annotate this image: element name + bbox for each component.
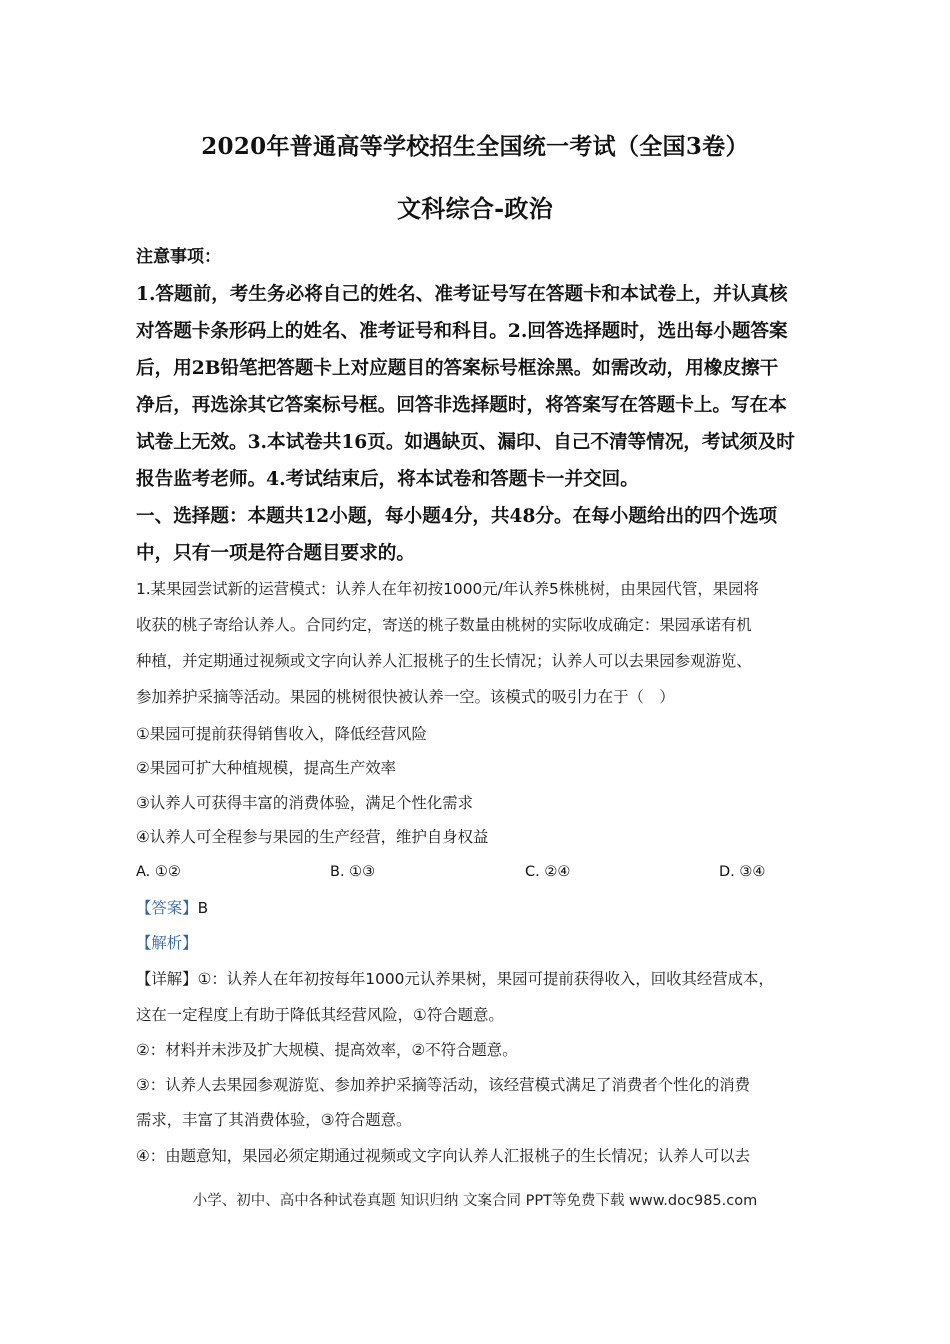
- section-heading: 一、选择题：本题共12小题，每小题4分，共48分。在每小题给出的四个选项: [136, 506, 778, 527]
- detail-line: ③：认养人去果园参观游览、参加养护采摘等活动，该经营模式满足了消费者个性化的消费: [136, 1076, 751, 1094]
- detail-line: 这在一定程度上有助于降低其经营风险，①符合题意。: [136, 1006, 504, 1024]
- exam-title: 2020年普通高等学校招生全国统一考试（全国3卷）: [201, 133, 749, 160]
- detail-line: [136, 968, 774, 990]
- detail-text: ①：认养人在年初按每年1000元认养果树，果园可提前获得收入，回收其经营成本，: [197, 970, 774, 988]
- question-stem: 种植，并定期通过视频或文字向认养人汇报桃子的生长情况；认养人可以去果园参观游览、: [136, 652, 752, 670]
- detail-tag: 【详解】: [136, 970, 198, 988]
- analysis-tag: 【解析】: [136, 934, 198, 952]
- option-a: A. ①②: [136, 864, 181, 880]
- question-stem: 收获的桃子寄给认养人。合同约定，寄送的桃子数量由桃树的实际收成确定：果园承诺有机: [136, 616, 752, 634]
- answer-value: B: [197, 899, 209, 917]
- answer-tag: 【答案】: [136, 899, 198, 917]
- answer-line: [136, 897, 208, 919]
- notes-heading: 注意事项：: [136, 247, 221, 267]
- notes-line: 试卷上无效。3.本试卷共16页。如遇缺页、漏印、自己不清等情况，考试须及时: [136, 432, 795, 453]
- option-c: C. ②④: [525, 864, 571, 880]
- statement-item: ②果园可扩大种植规模，提高生产效率: [136, 759, 397, 777]
- page-footer: 小学、初中、高中各种试卷真题 知识归纳 文案合同 PPT等免费下载 www.doc985.com: [192, 1193, 758, 1209]
- notes-line: 对答题卡条形码上的姓名、准考证号和科目。2.回答选择题时，选出每小题答案: [136, 321, 788, 342]
- question-stem: 参加养护采摘等活动。果园的桃树很快被认养一空。该模式的吸引力在于（ ）: [136, 688, 675, 706]
- option-d: D. ③④: [719, 864, 766, 880]
- statement-item: ①果园可提前获得销售收入，降低经营风险: [136, 725, 427, 743]
- analysis-line: [136, 932, 198, 954]
- detail-line: ④：由题意知，果园必须定期通过视频或文字向认养人汇报桃子的生长情况；认养人可以去: [136, 1147, 751, 1165]
- section-heading: 中，只有一项是符合题目要求的。: [136, 543, 415, 564]
- statement-item: ④认养人可全程参与果园的生产经营，维护自身权益: [136, 828, 489, 846]
- notes-line: 报告监考老师。4.考试结束后，将本试卷和答题卡一并交回。: [136, 469, 639, 490]
- option-b: B. ①③: [330, 864, 376, 880]
- notes-line: 1.答题前，考生务必将自己的姓名、准考证号写在答题卡和本试卷上，并认真核: [136, 284, 788, 305]
- notes-line: 净后，再选涂其它答案标号框。回答非选择题时，将答案写在答题卡上。写在本: [136, 395, 787, 416]
- detail-line: ②：材料并未涉及扩大规模、提高效率，②不符合题意。: [136, 1041, 518, 1059]
- notes-line: 后，用2B铅笔把答题卡上对应题目的答案标号框涂黑。如需改动，用橡皮擦干: [136, 358, 779, 379]
- exam-subtitle: 文科综合-政治: [396, 194, 554, 223]
- statement-item: ③认养人可获得丰富的消费体验，满足个性化需求: [136, 794, 474, 812]
- question-stem: 1.某果园尝试新的运营模式：认养人在年初按1000元/年认养5株桃树，由果园代管，果园将: [136, 580, 759, 598]
- detail-line: 需求，丰富了其消费体验，③符合题意。: [136, 1111, 412, 1129]
